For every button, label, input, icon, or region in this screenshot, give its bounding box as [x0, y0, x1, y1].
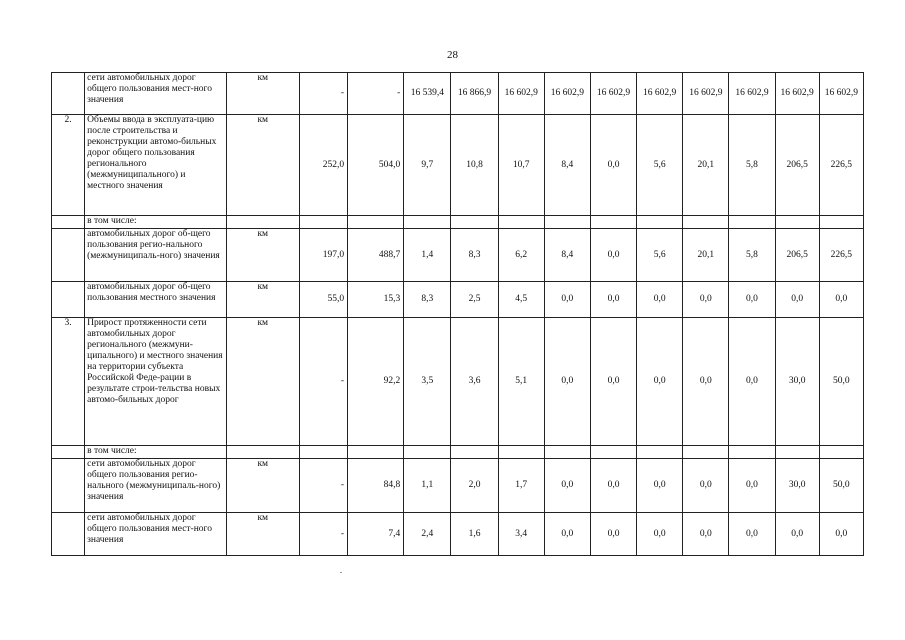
- value-cell: [299, 216, 347, 229]
- unit-cell: км: [226, 229, 299, 282]
- value-cell: 6,2: [498, 229, 544, 282]
- table-row: [52, 73, 864, 115]
- value-cell: [451, 446, 498, 459]
- value-cell: 206,5: [775, 115, 819, 216]
- value-cell: [729, 216, 775, 229]
- value-cell: 1,7: [498, 459, 544, 513]
- value-cell: 0,0: [637, 459, 683, 513]
- value-cell: 50,0: [819, 318, 863, 446]
- value-cell: 0,0: [683, 459, 729, 513]
- value-cell: [299, 446, 347, 459]
- value-cell: 3,5: [404, 318, 451, 446]
- value-cell: 0,0: [590, 115, 636, 216]
- row-number: 3.: [52, 318, 85, 446]
- indicator-name: сети автомобильных дорог общего пользования регио-нального (межмуниципаль-ного) значения: [85, 459, 227, 513]
- value-cell: 0,0: [544, 513, 590, 556]
- value-cell: [404, 216, 451, 229]
- value-cell: 0,0: [775, 513, 819, 556]
- unit-cell: [226, 446, 299, 459]
- value-cell: [451, 216, 498, 229]
- value-cell: [819, 216, 863, 229]
- value-cell: 4,5: [498, 282, 544, 318]
- row-number: [52, 459, 85, 513]
- value-cell: 0,0: [683, 513, 729, 556]
- unit-cell: км: [226, 318, 299, 446]
- value-cell: 16 602,9: [819, 73, 863, 115]
- value-cell: [498, 446, 544, 459]
- value-cell: 1,4: [404, 229, 451, 282]
- value-cell: [404, 446, 451, 459]
- value-cell: -: [299, 318, 347, 446]
- value-cell: 0,0: [775, 282, 819, 318]
- value-cell: 55,0: [299, 282, 347, 318]
- indicator-name: Объемы ввода в эксплуата-цию после строительства и реконструкции автомо-бильных дорог общего пользования регионального (межмуниципального) и местного значения: [85, 115, 227, 216]
- unit-cell: [226, 216, 299, 229]
- table-row: [52, 513, 864, 556]
- value-cell: 16 602,9: [729, 73, 775, 115]
- indicator-name: сети автомобильных дорог общего пользования мест-ного значения: [85, 73, 227, 115]
- value-cell: 0,0: [590, 282, 636, 318]
- value-cell: 0,0: [590, 459, 636, 513]
- value-cell: [590, 216, 636, 229]
- value-cell: 0,0: [637, 513, 683, 556]
- table-row: [52, 216, 864, 229]
- value-cell: 20,1: [683, 229, 729, 282]
- value-cell: 30,0: [775, 459, 819, 513]
- row-number: [52, 513, 85, 556]
- value-cell: 0,0: [819, 513, 863, 556]
- value-cell: [348, 216, 404, 229]
- value-cell: [683, 446, 729, 459]
- scan-artifact: [340, 572, 342, 573]
- value-cell: 0,0: [544, 318, 590, 446]
- value-cell: [544, 446, 590, 459]
- page-number: 28: [447, 49, 458, 61]
- value-cell: -: [299, 513, 347, 556]
- value-cell: [637, 216, 683, 229]
- value-cell: 2,5: [451, 282, 498, 318]
- value-cell: 0,0: [683, 318, 729, 446]
- value-cell: 0,0: [729, 282, 775, 318]
- indicator-name: автомобильных дорог об-щего пользования регио-нального (межмуниципаль-ного) значения: [85, 229, 227, 282]
- value-cell: 30,0: [775, 318, 819, 446]
- value-cell: 0,0: [683, 282, 729, 318]
- value-cell: 10,8: [451, 115, 498, 216]
- value-cell: 0,0: [544, 282, 590, 318]
- value-cell: 0,0: [590, 318, 636, 446]
- value-cell: 16 602,9: [683, 73, 729, 115]
- indicators-table: [51, 72, 864, 556]
- value-cell: 504,0: [348, 115, 404, 216]
- value-cell: 0,0: [637, 318, 683, 446]
- value-cell: 8,4: [544, 115, 590, 216]
- value-cell: 5,6: [637, 229, 683, 282]
- value-cell: 5,6: [637, 115, 683, 216]
- value-cell: 206,5: [775, 229, 819, 282]
- value-cell: 252,0: [299, 115, 347, 216]
- value-cell: [498, 216, 544, 229]
- value-cell: 0,0: [590, 229, 636, 282]
- value-cell: 197,0: [299, 229, 347, 282]
- value-cell: [544, 216, 590, 229]
- indicator-name: в том числе:: [85, 446, 227, 459]
- unit-cell: км: [226, 459, 299, 513]
- row-number: [52, 73, 85, 115]
- value-cell: 1,1: [404, 459, 451, 513]
- value-cell: 0,0: [819, 282, 863, 318]
- indicator-name: в том числе:: [85, 216, 227, 229]
- table-row: [52, 459, 864, 513]
- value-cell: 226,5: [819, 229, 863, 282]
- unit-cell: км: [226, 115, 299, 216]
- value-cell: [348, 446, 404, 459]
- indicator-name: сети автомобильных дорог общего пользования мест-ного значения: [85, 513, 227, 556]
- value-cell: [775, 446, 819, 459]
- value-cell: 3,6: [451, 318, 498, 446]
- table-row: [52, 115, 864, 216]
- value-cell: 16 866,9: [451, 73, 498, 115]
- value-cell: 0,0: [637, 282, 683, 318]
- indicator-name: автомобильных дорог об-щего пользования местного значения: [85, 282, 227, 318]
- value-cell: 16 602,9: [775, 73, 819, 115]
- value-cell: -: [348, 73, 404, 115]
- value-cell: 0,0: [544, 459, 590, 513]
- value-cell: 16 602,9: [590, 73, 636, 115]
- value-cell: 2,0: [451, 459, 498, 513]
- value-cell: 5,8: [729, 229, 775, 282]
- row-number: 2.: [52, 115, 85, 216]
- value-cell: 5,8: [729, 115, 775, 216]
- value-cell: 2,4: [404, 513, 451, 556]
- table-row: [52, 446, 864, 459]
- value-cell: 0,0: [729, 513, 775, 556]
- value-cell: -: [299, 73, 347, 115]
- value-cell: 0,0: [729, 318, 775, 446]
- value-cell: 1,6: [451, 513, 498, 556]
- value-cell: 0,0: [729, 459, 775, 513]
- value-cell: 488,7: [348, 229, 404, 282]
- table-row: [52, 282, 864, 318]
- value-cell: 92,2: [348, 318, 404, 446]
- value-cell: [590, 446, 636, 459]
- value-cell: 10,7: [498, 115, 544, 216]
- value-cell: 50,0: [819, 459, 863, 513]
- row-number: [52, 446, 85, 459]
- value-cell: [637, 446, 683, 459]
- value-cell: 5,1: [498, 318, 544, 446]
- value-cell: 226,5: [819, 115, 863, 216]
- value-cell: 8,3: [451, 229, 498, 282]
- row-number: [52, 216, 85, 229]
- value-cell: 16 602,9: [498, 73, 544, 115]
- value-cell: [819, 446, 863, 459]
- value-cell: 7,4: [348, 513, 404, 556]
- value-cell: 84,8: [348, 459, 404, 513]
- value-cell: 3,4: [498, 513, 544, 556]
- value-cell: -: [299, 459, 347, 513]
- value-cell: 16 602,9: [637, 73, 683, 115]
- value-cell: 0,0: [590, 513, 636, 556]
- value-cell: 8,4: [544, 229, 590, 282]
- value-cell: 20,1: [683, 115, 729, 216]
- table-row: [52, 229, 864, 282]
- value-cell: 16 602,9: [544, 73, 590, 115]
- row-number: [52, 282, 85, 318]
- value-cell: [775, 216, 819, 229]
- row-number: [52, 229, 85, 282]
- unit-cell: км: [226, 282, 299, 318]
- unit-cell: км: [226, 513, 299, 556]
- unit-cell: км: [226, 73, 299, 115]
- value-cell: [683, 216, 729, 229]
- value-cell: 15,3: [348, 282, 404, 318]
- value-cell: 9,7: [404, 115, 451, 216]
- indicator-name: Прирост протяженности сети автомобильных дорог регионального (межмуни-ципального) и местного значения на территории субъекта Российской Феде-рации в результате строи-тельства новых автомо-бильных дорог: [85, 318, 227, 446]
- table-row: [52, 318, 864, 446]
- value-cell: [729, 446, 775, 459]
- value-cell: 8,3: [404, 282, 451, 318]
- value-cell: 16 539,4: [404, 73, 451, 115]
